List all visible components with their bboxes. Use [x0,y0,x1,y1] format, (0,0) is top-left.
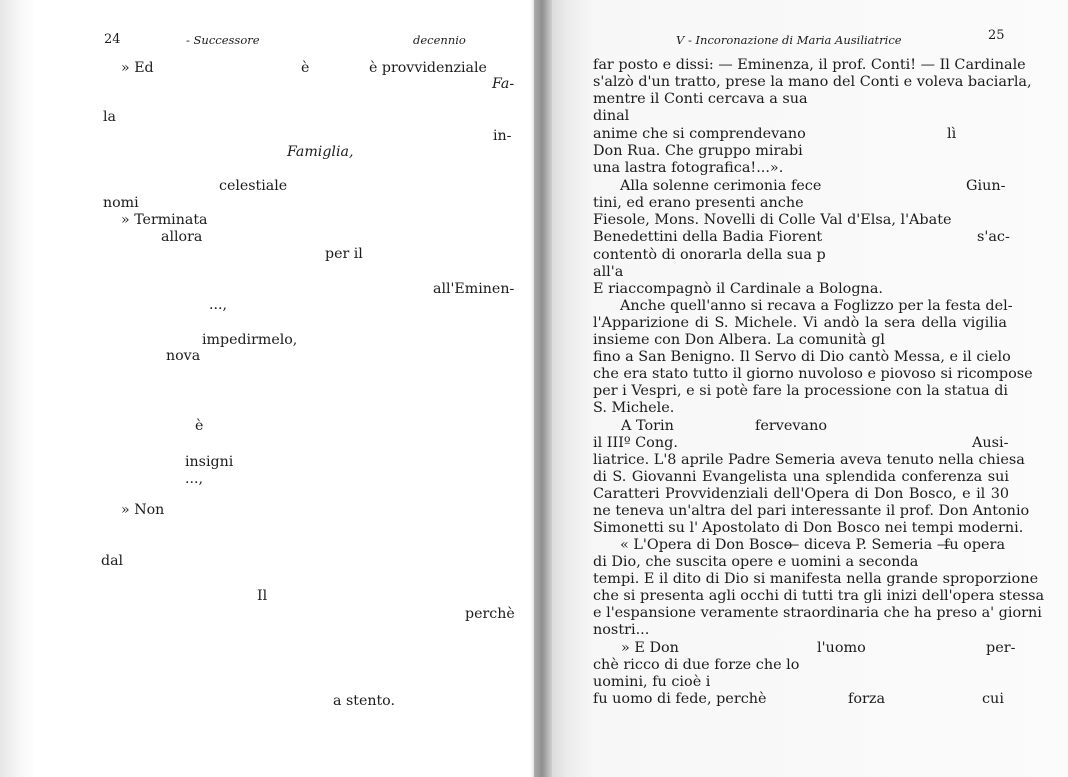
body-line: S. Michele. [593,400,675,416]
body-line: chè ricco di due forze che lo [593,657,800,673]
text-fragment: è [195,418,204,434]
text-fragment: » Terminata [121,212,208,228]
text-fragment: » Non [121,502,165,518]
body-line: nostri... [593,622,650,638]
body-line: E riaccompagnò il Cardinale a Bologna. [593,281,883,297]
body-line: l'Apparizione di S. Michele. Vi andò la sera della vigilia [593,315,1007,331]
body-line: Don Rua. Che gruppo mirabi [593,143,803,159]
body-line: Anche quell'anno si recava a Foglizzo per la festa del- [620,298,1013,314]
body-line: e l'espansione veramente straordinaria che ha preso a' giorni [593,605,1042,621]
body-line: — diceva P. Semeria — [785,537,952,553]
body-line: una lastra fotografica!...». [593,160,784,176]
book-gutter-shadow [530,0,552,777]
body-line: fu opera [944,537,1006,553]
text-fragment: celestiale [219,178,288,194]
running-head-left-word: decennio [413,33,466,47]
text-fragment: ..., [209,297,228,313]
running-head-right: V - Incoronazione di Maria Ausiliatrice [676,33,902,47]
body-line: il IIIº Cong. [593,435,678,451]
body-line: fu uomo di fede, perchè [593,691,767,707]
body-line: liatrice. L'8 aprile Padre Semeria aveva tenuto nella chiesa [593,452,1025,468]
body-line: fino a San Benigno. Il Servo di Dio cantò Messa, e il cielo [593,349,1011,365]
body-line: dinal [593,108,630,124]
text-fragment: dal [101,553,124,569]
text-fragment: a stento. [333,693,395,709]
body-line: Simonetti su l' [593,520,699,536]
body-line: uomini, fu cioè i [593,674,711,690]
body-line: A Torin [621,418,674,434]
text-fragment: Il [257,588,268,604]
body-line: Fiesole, Mons. Novelli di Colle Val d'Elsa, l'Abate [593,212,952,228]
body-line: di S. Giovanni Evangelista una splendida conferenza sui [593,469,1009,485]
body-line: ne teneva un'altra del pari interessante il prof. Don Antonio [593,503,1030,519]
body-line: mentre il Conti cercava a sua [593,91,808,107]
body-line: forza [848,691,886,707]
page-number-right: 25 [988,28,1005,43]
body-line: Apostolato di Don Bosco nei tempi moderni. [702,520,1024,536]
text-fragment: è [301,60,310,76]
text-fragment: impedirmelo, [202,332,298,348]
body-line: fervevano [755,418,828,434]
text-fragment: Fa- [492,76,515,92]
text-fragment: insigni [185,454,234,470]
body-line: cui [982,691,1004,707]
body-line: Benedettini della Badia Fiorent [593,229,823,245]
body-line: di Dio, che suscita opere e uomini a seconda [593,554,919,570]
right-page [534,0,1068,777]
body-line: contentò di onorarla della sua p [593,247,826,263]
running-head-left-title: - Successore [186,33,260,47]
body-line: Ausi- [972,435,1009,451]
body-line: all'a [593,264,624,280]
body-line: s'alzò d'un tratto, prese la mano del Conti e voleva baciarla, [593,74,1032,90]
text-fragment: » Ed [121,60,154,76]
body-line: Alla solenne cerimonia fece [620,178,822,194]
text-fragment: nomi [103,195,139,211]
text-fragment: Famiglia, [287,144,354,160]
body-line: Giun- [966,178,1006,194]
page-number-left: 24 [104,32,121,47]
body-line: tini, ed erano presenti anche [593,195,804,211]
text-fragment: all'Eminen- [433,281,515,297]
text-fragment: nova [166,348,201,364]
body-line: che era stato tutto il giorno nuvoloso e piovoso si ricompose [593,366,1033,382]
body-line: l'uomo [817,640,866,656]
body-line: » E Don [621,640,679,656]
text-fragment: è provvidenziale [369,60,487,76]
body-line: lì [947,126,957,142]
text-fragment: perchè [465,606,515,622]
body-line: Caratteri Provvidenziali dell'Opera di Don Bosco, e il 30 [593,486,1009,502]
text-fragment: allora [161,229,203,245]
body-line: per- [986,640,1016,656]
body-line: « L'Opera di Don Bosco [620,537,793,553]
body-line: tempi. E il dito di Dio si manifesta nella grande sproporzione [593,571,1039,587]
text-fragment: in- [493,128,512,144]
text-fragment: la [103,109,116,125]
body-line: anime che si comprendevano [593,126,806,142]
text-fragment: per il [325,246,363,262]
body-line: far posto e dissi: — Eminenza, il prof. Conti! — Il Cardinale [593,57,1026,73]
body-line: per i Vespri, e si potè fare la processione con la statua di [593,383,1009,399]
body-line: che si presenta agli occhi di tutti tra gli inizi dell'opera stessa [593,588,1045,604]
text-fragment: ..., [185,471,204,487]
body-line: insieme con Don Albera. La comunità gl [593,332,886,348]
body-line: s'ac- [977,229,1010,245]
